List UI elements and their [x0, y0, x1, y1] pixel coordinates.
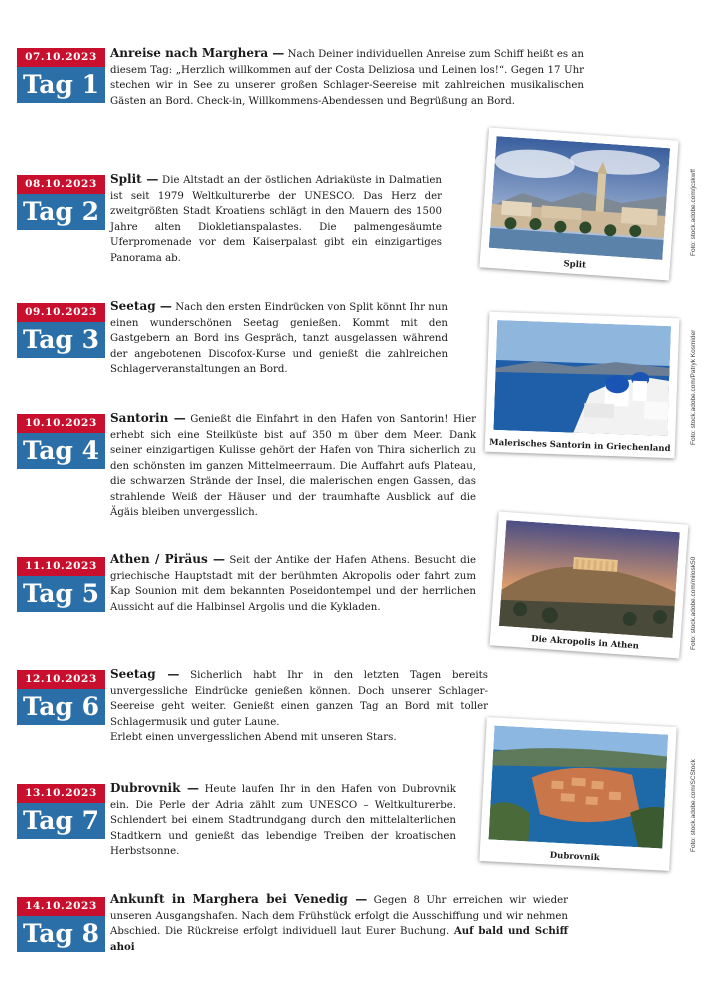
day-number: Tag 4	[17, 433, 105, 469]
photo-caption: Die Akropolis in Athen	[530, 634, 640, 652]
day-5-label	[17, 557, 105, 612]
day-title: Santorin —	[110, 411, 186, 425]
day-4-text	[110, 411, 476, 521]
day-date: 14.10.2023	[17, 897, 105, 916]
day-body: Genießt die Einfahrt in den Hafen von Santorin! Hier erhebt sich eine Steilküste bist auf 350 m über dem Meer. Dank seiner einzigartigen Kulisse gehört der Hafen von Thira sicherlich zu den schönsten im ganzen Mittelmeerraum. Die Auffahrt aufs Plateau, die schwarzen Strände der Insel, die malerischen engen Gassen, das strahlende Weiß der Häuser und der traumhafte Ausblick auf die Ägäis bleiben unvergesslich.	[110, 414, 477, 518]
day-title: Dubrovnik —	[110, 781, 199, 795]
day-3-label	[17, 303, 105, 358]
day-date: 08.10.2023	[17, 175, 105, 194]
day-title: Seetag —	[110, 667, 180, 681]
day-date: 10.10.2023	[17, 414, 105, 433]
day-body: Gegen 8 Uhr erreichen wir wieder unseren Ausgangshafen. Nach dem Frühstück erfolgt die Ausschiffung und wir nehmen Abschied. Die Rückreise erfolgt individuell laut Eurer Buchung.	[110, 895, 568, 937]
day-body: Nach den ersten Eindrücken von Split könnt Ihr nun einen wunderschönen Seetag genießen. Kommt mit den Gastgebern an Bord ins Gespräch, tanzt ausgelassen während der angebotenen Discofox-Kurse und genießt die zahlreichen Schlagerveranstaltungen an Bord.	[110, 302, 448, 375]
photo-credit: Foto: stock.adobe.com/Patryk Kosmider	[690, 329, 697, 445]
split-image	[489, 136, 670, 260]
day-7-label	[17, 784, 105, 839]
santorin-photo	[485, 312, 680, 459]
day-number: Tag 5	[17, 576, 105, 612]
photo-caption: Split	[563, 259, 587, 271]
day-7-text	[110, 781, 456, 860]
split-photo	[479, 128, 678, 281]
day-date: 11.10.2023	[17, 557, 105, 576]
photo-caption: Malerisches Santorin in Griechenland	[489, 437, 671, 455]
day-body-extra: Erlebt einen unvergesslichen Abend mit unseren Stars.	[110, 732, 397, 743]
dubrovnik-image	[489, 726, 669, 849]
day-title: Split —	[110, 172, 159, 186]
day-number: Tag 1	[17, 67, 105, 103]
dubrovnik-photo	[479, 717, 676, 871]
day-4-label	[17, 414, 105, 469]
day-body: Die Altstadt an der östlichen Adriaküste in Dalmatien ist seit 1979 Weltkulturerbe der UNESCO. Das Herz der zweitgrößten Stadt Kroatiens schlägt in den Mauern des 1500 Jahre alten Diokletianspalastes. Die palmengesäumte Uferpromenade vor dem Kaiserpalast gibt ein einzigartiges Panorama ab.	[110, 175, 442, 264]
photo-credit: Foto: stock.adobe.com/jcskwff	[690, 169, 697, 256]
day-title: Anreise nach Marghera —	[110, 46, 285, 60]
day-title: Athen / Piräus —	[110, 552, 226, 566]
day-1-label	[17, 48, 105, 103]
day-8-label	[17, 897, 105, 952]
day-2-label	[17, 175, 105, 230]
day-title: Ankunft in Marghera bei Venedig —	[110, 892, 368, 906]
day-number: Tag 8	[17, 916, 105, 952]
day-title: Seetag —	[110, 299, 172, 313]
day-1-text	[110, 46, 584, 109]
day-number: Tag 3	[17, 322, 105, 358]
photo-credit: Foto: stock.adobe.com/milosk50	[690, 556, 697, 650]
day-6-text	[110, 667, 488, 746]
photo-caption: Dubrovnik	[549, 850, 600, 864]
day-date: 12.10.2023	[17, 670, 105, 689]
day-8-text	[110, 892, 568, 955]
santorin-image	[493, 320, 671, 436]
day-body: Heute laufen Ihr in den Hafen von Dubrovnik ein. Die Perle der Adria zählt zum UNESCO – Weltkulturerbe. Schlendert bei einem Stadtrundgang durch den mittelalterlichen Stadtkern und genießt das lebendige Treiben der kroatischen Herbstsonne.	[110, 784, 456, 857]
day-2-text	[110, 172, 442, 266]
day-body: Seit der Antike der Hafen Athens. Besucht die griechische Hauptstadt mit der berühmten Akropolis oder fahrt zum Kap Sounion mit dem bekannten Poseidontempel und der herrlichen Aussicht auf die Halbinsel Argolis und die Kykladen.	[110, 555, 476, 613]
day-number: Tag 2	[17, 194, 105, 230]
akropolis-image	[499, 520, 680, 638]
day-closing: Auf bald und Schiff ahoi	[110, 925, 569, 953]
day-6-label	[17, 670, 105, 725]
photo-credit: Foto: stock.adobe.com/SCStock	[690, 759, 697, 852]
day-3-text	[110, 299, 448, 378]
day-body: Sicherlich habt Ihr in den letzten Tagen bereits unvergessliche Eindrücke genießen können. Doch unserer Schlager-Seereise geht weiter. Genießt einen ganzen Tag an Bord mit toller Schlagermusik und guter Laune.	[110, 670, 488, 728]
day-date: 07.10.2023	[17, 48, 105, 67]
day-5-text	[110, 552, 476, 615]
day-number: Tag 6	[17, 689, 105, 725]
day-number: Tag 7	[17, 803, 105, 839]
day-date: 09.10.2023	[17, 303, 105, 322]
akropolis-photo	[490, 512, 689, 659]
day-body: Nach Deiner individuellen Anreise zum Schiff heißt es an diesem Tag: „Herzlich willkommen auf der Costa Deliziosa und Leinen los!“. Gegen 17 Uhr stechen wir in See zu unserer großen Schlager-Seereise mit zahlreichen musikalischen Gästen an Bord. Check-in, Willkommens-Abendessen und Begrüßung an Bord.	[110, 49, 584, 107]
day-date: 13.10.2023	[17, 784, 105, 803]
